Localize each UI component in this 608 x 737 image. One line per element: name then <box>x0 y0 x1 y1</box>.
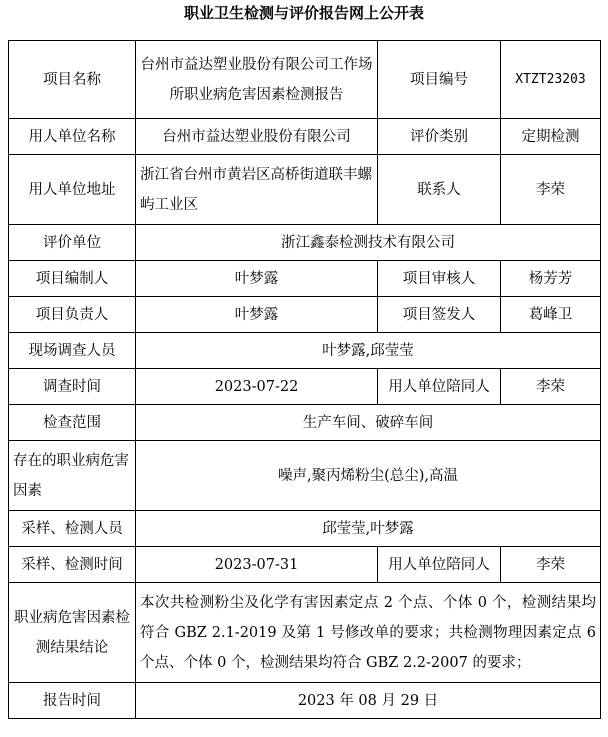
table-row <box>9 41 601 119</box>
sample-time-label: 采样、检测时间 <box>9 547 136 583</box>
leader-label: 项目负责人 <box>9 297 136 333</box>
table-row <box>9 155 601 225</box>
table-row <box>9 333 601 369</box>
sample-escort-value: 李荣 <box>501 547 601 583</box>
evaluator-label: 评价单位 <box>9 225 136 261</box>
contact-value: 李荣 <box>501 155 601 225</box>
sample-escort-label: 用人单位陪同人 <box>378 547 501 583</box>
table-row <box>9 547 601 583</box>
employer-label: 用人单位名称 <box>9 119 136 155</box>
report-time-value: 2023 年 08 月 29 日 <box>136 683 601 719</box>
eval-type-label: 评价类别 <box>378 119 501 155</box>
project-no-value: XTZT23203 <box>501 41 601 119</box>
table-row <box>9 441 601 511</box>
compiler-value: 叶梦露 <box>136 261 378 297</box>
survey-time-value: 2023-07-22 <box>136 369 378 405</box>
leader-value: 叶梦露 <box>136 297 378 333</box>
eval-type-value: 定期检测 <box>501 119 601 155</box>
issuer-value: 葛峰卫 <box>501 297 601 333</box>
compiler-label: 项目编制人 <box>9 261 136 297</box>
table-row <box>9 261 601 297</box>
report-time-label: 报告时间 <box>9 683 136 719</box>
address-value: 浙江省台州市黄岩区高桥街道联丰螺屿工业区 <box>136 155 378 225</box>
table-row <box>9 297 601 333</box>
table-row <box>9 511 601 547</box>
project-no-label: 项目编号 <box>378 41 501 119</box>
project-name-label: 项目名称 <box>9 41 136 119</box>
table-row <box>9 405 601 441</box>
issuer-label: 项目签发人 <box>378 297 501 333</box>
reviewer-label: 项目审核人 <box>378 261 501 297</box>
scope-value: 生产车间、破碎车间 <box>136 405 601 441</box>
disclosure-table <box>8 40 601 719</box>
employer-value: 台州市益达塑业股份有限公司 <box>136 119 378 155</box>
survey-escort-value: 李荣 <box>501 369 601 405</box>
reviewer-value: 杨芳芳 <box>501 261 601 297</box>
hazards-label: 存在的职业病危害因素 <box>9 441 136 511</box>
table-row <box>9 369 601 405</box>
survey-escort-label: 用人单位陪同人 <box>378 369 501 405</box>
conclusion-value: 本次共检测粉尘及化学有害因素定点 2 个点、个体 0 个，检测结果均符合 GBZ 2.1-2019 及第 1 号修改单的要求；共检测物理因素定点 6 个点、个体 0 个，检测结果均符合 GBZ 2.2-2007 的要求； <box>136 583 601 683</box>
table-row <box>9 225 601 261</box>
table-row <box>9 119 601 155</box>
samplers-value: 邱莹莹,叶梦露 <box>136 511 601 547</box>
conclusion-label: 职业病危害因素检测结果结论 <box>9 583 136 683</box>
table-row <box>9 583 601 683</box>
address-label: 用人单位地址 <box>9 155 136 225</box>
evaluator-value: 浙江鑫泰检测技术有限公司 <box>136 225 601 261</box>
page-title: 职业卫生检测与评价报告网上公开表 <box>183 4 424 22</box>
survey-time-label: 调查时间 <box>9 369 136 405</box>
table-row <box>9 683 601 719</box>
surveyors-label: 现场调查人员 <box>9 333 136 369</box>
sample-time-value: 2023-07-31 <box>136 547 378 583</box>
samplers-label: 采样、检测人员 <box>9 511 136 547</box>
scope-label: 检查范围 <box>9 405 136 441</box>
contact-label: 联系人 <box>378 155 501 225</box>
hazards-value: 噪声,聚丙烯粉尘(总尘),高温 <box>136 441 601 511</box>
surveyors-value: 叶梦露,邱莹莹 <box>136 333 601 369</box>
project-name-value: 台州市益达塑业股份有限公司工作场所职业病危害因素检测报告 <box>136 41 378 119</box>
